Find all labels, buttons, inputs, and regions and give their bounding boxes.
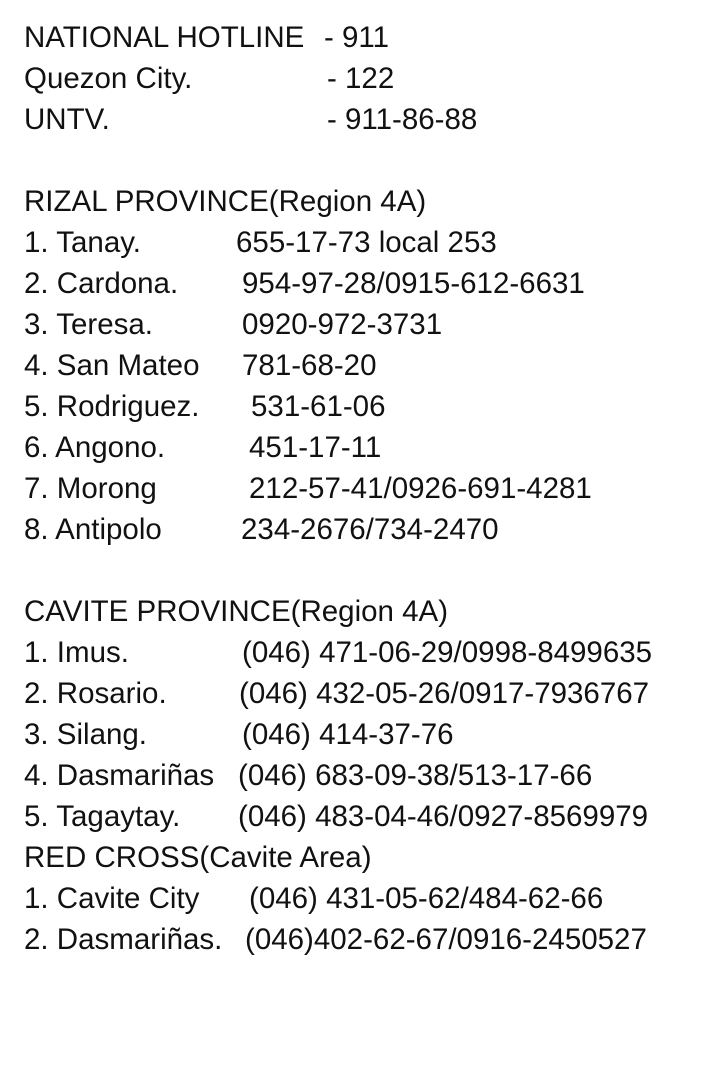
place-name: 1. Cavite City	[24, 882, 200, 915]
place-name: 5. Rodriguez.	[24, 390, 200, 423]
hotline-row	[24, 99, 714, 140]
section-heading: CAVITE PROVINCE(Region 4A)	[24, 595, 449, 628]
list-item	[24, 222, 714, 263]
phone-number: 954-97-28/0915-612-6631	[242, 267, 585, 300]
phone-number: (046)402-62-67/0916-2450527	[245, 923, 647, 956]
list-item	[24, 673, 714, 714]
list-item	[24, 755, 714, 796]
place-name: 4. Dasmariñas	[24, 759, 215, 792]
list-item	[24, 263, 714, 304]
phone-number: (046) 683-09-38/513-17-66	[238, 759, 593, 792]
place-name: 3. Silang.	[24, 718, 147, 751]
place-name: 1. Imus.	[24, 636, 129, 669]
phone-number: (046) 483-04-46/0927-8569979	[238, 800, 649, 833]
section-heading: RIZAL PROVINCE(Region 4A)	[24, 185, 427, 218]
place-name: 3. Teresa.	[24, 308, 154, 341]
spacer	[24, 550, 714, 591]
hotline-number: - 911	[324, 21, 390, 54]
place-name: 2. Rosario.	[24, 677, 167, 710]
place-name: 1. Tanay.	[24, 226, 141, 259]
place-name: 7. Morong	[24, 472, 157, 505]
spacer	[24, 140, 714, 181]
place-name: 2. Dasmariñas.	[24, 923, 223, 956]
place-name: 2. Cardona.	[24, 267, 179, 300]
list-item	[24, 509, 714, 550]
hotline-row	[24, 58, 714, 99]
hotline-name: Quezon City.	[24, 62, 193, 95]
list-item	[24, 632, 714, 673]
phone-number: (046) 432-05-26/0917-7936767	[239, 677, 650, 710]
hotline-number: - 911-86-88	[327, 103, 478, 136]
list-item	[24, 714, 714, 755]
list-item	[24, 919, 714, 960]
place-name: 6. Angono.	[24, 431, 166, 464]
phone-number: (046) 431-05-62/484-62-66	[249, 882, 604, 915]
phone-number: 781-68-20	[242, 349, 377, 382]
phone-number: 0920-972-3731	[242, 308, 443, 341]
place-name: 5. Tagaytay.	[24, 800, 181, 833]
phone-number: (046) 471-06-29/0998-8499635	[242, 636, 653, 669]
phone-number: 655-17-73 local 253	[236, 226, 497, 259]
phone-number: 234-2676/734-2470	[241, 513, 499, 546]
list-item	[24, 304, 714, 345]
list-item	[24, 427, 714, 468]
phone-number: 212-57-41/0926-691-4281	[249, 472, 592, 505]
hotline-number: - 122	[327, 62, 395, 95]
place-name: 8. Antipolo	[24, 513, 162, 546]
hotline-name: UNTV.	[24, 103, 110, 136]
hotline-name: NATIONAL HOTLINE	[24, 21, 305, 54]
section-heading: RED CROSS(Cavite Area)	[24, 841, 372, 874]
list-item	[24, 796, 714, 837]
hotline-row	[24, 17, 714, 58]
phone-number: (046) 414-37-76	[242, 718, 454, 751]
hotline-document	[24, 17, 714, 960]
phone-number: 451-17-11	[249, 431, 382, 464]
phone-number: 531-61-06	[251, 390, 386, 423]
list-item	[24, 386, 714, 427]
list-item	[24, 468, 714, 509]
list-item	[24, 345, 714, 386]
place-name: 4. San Mateo	[24, 349, 200, 382]
list-item	[24, 878, 714, 919]
